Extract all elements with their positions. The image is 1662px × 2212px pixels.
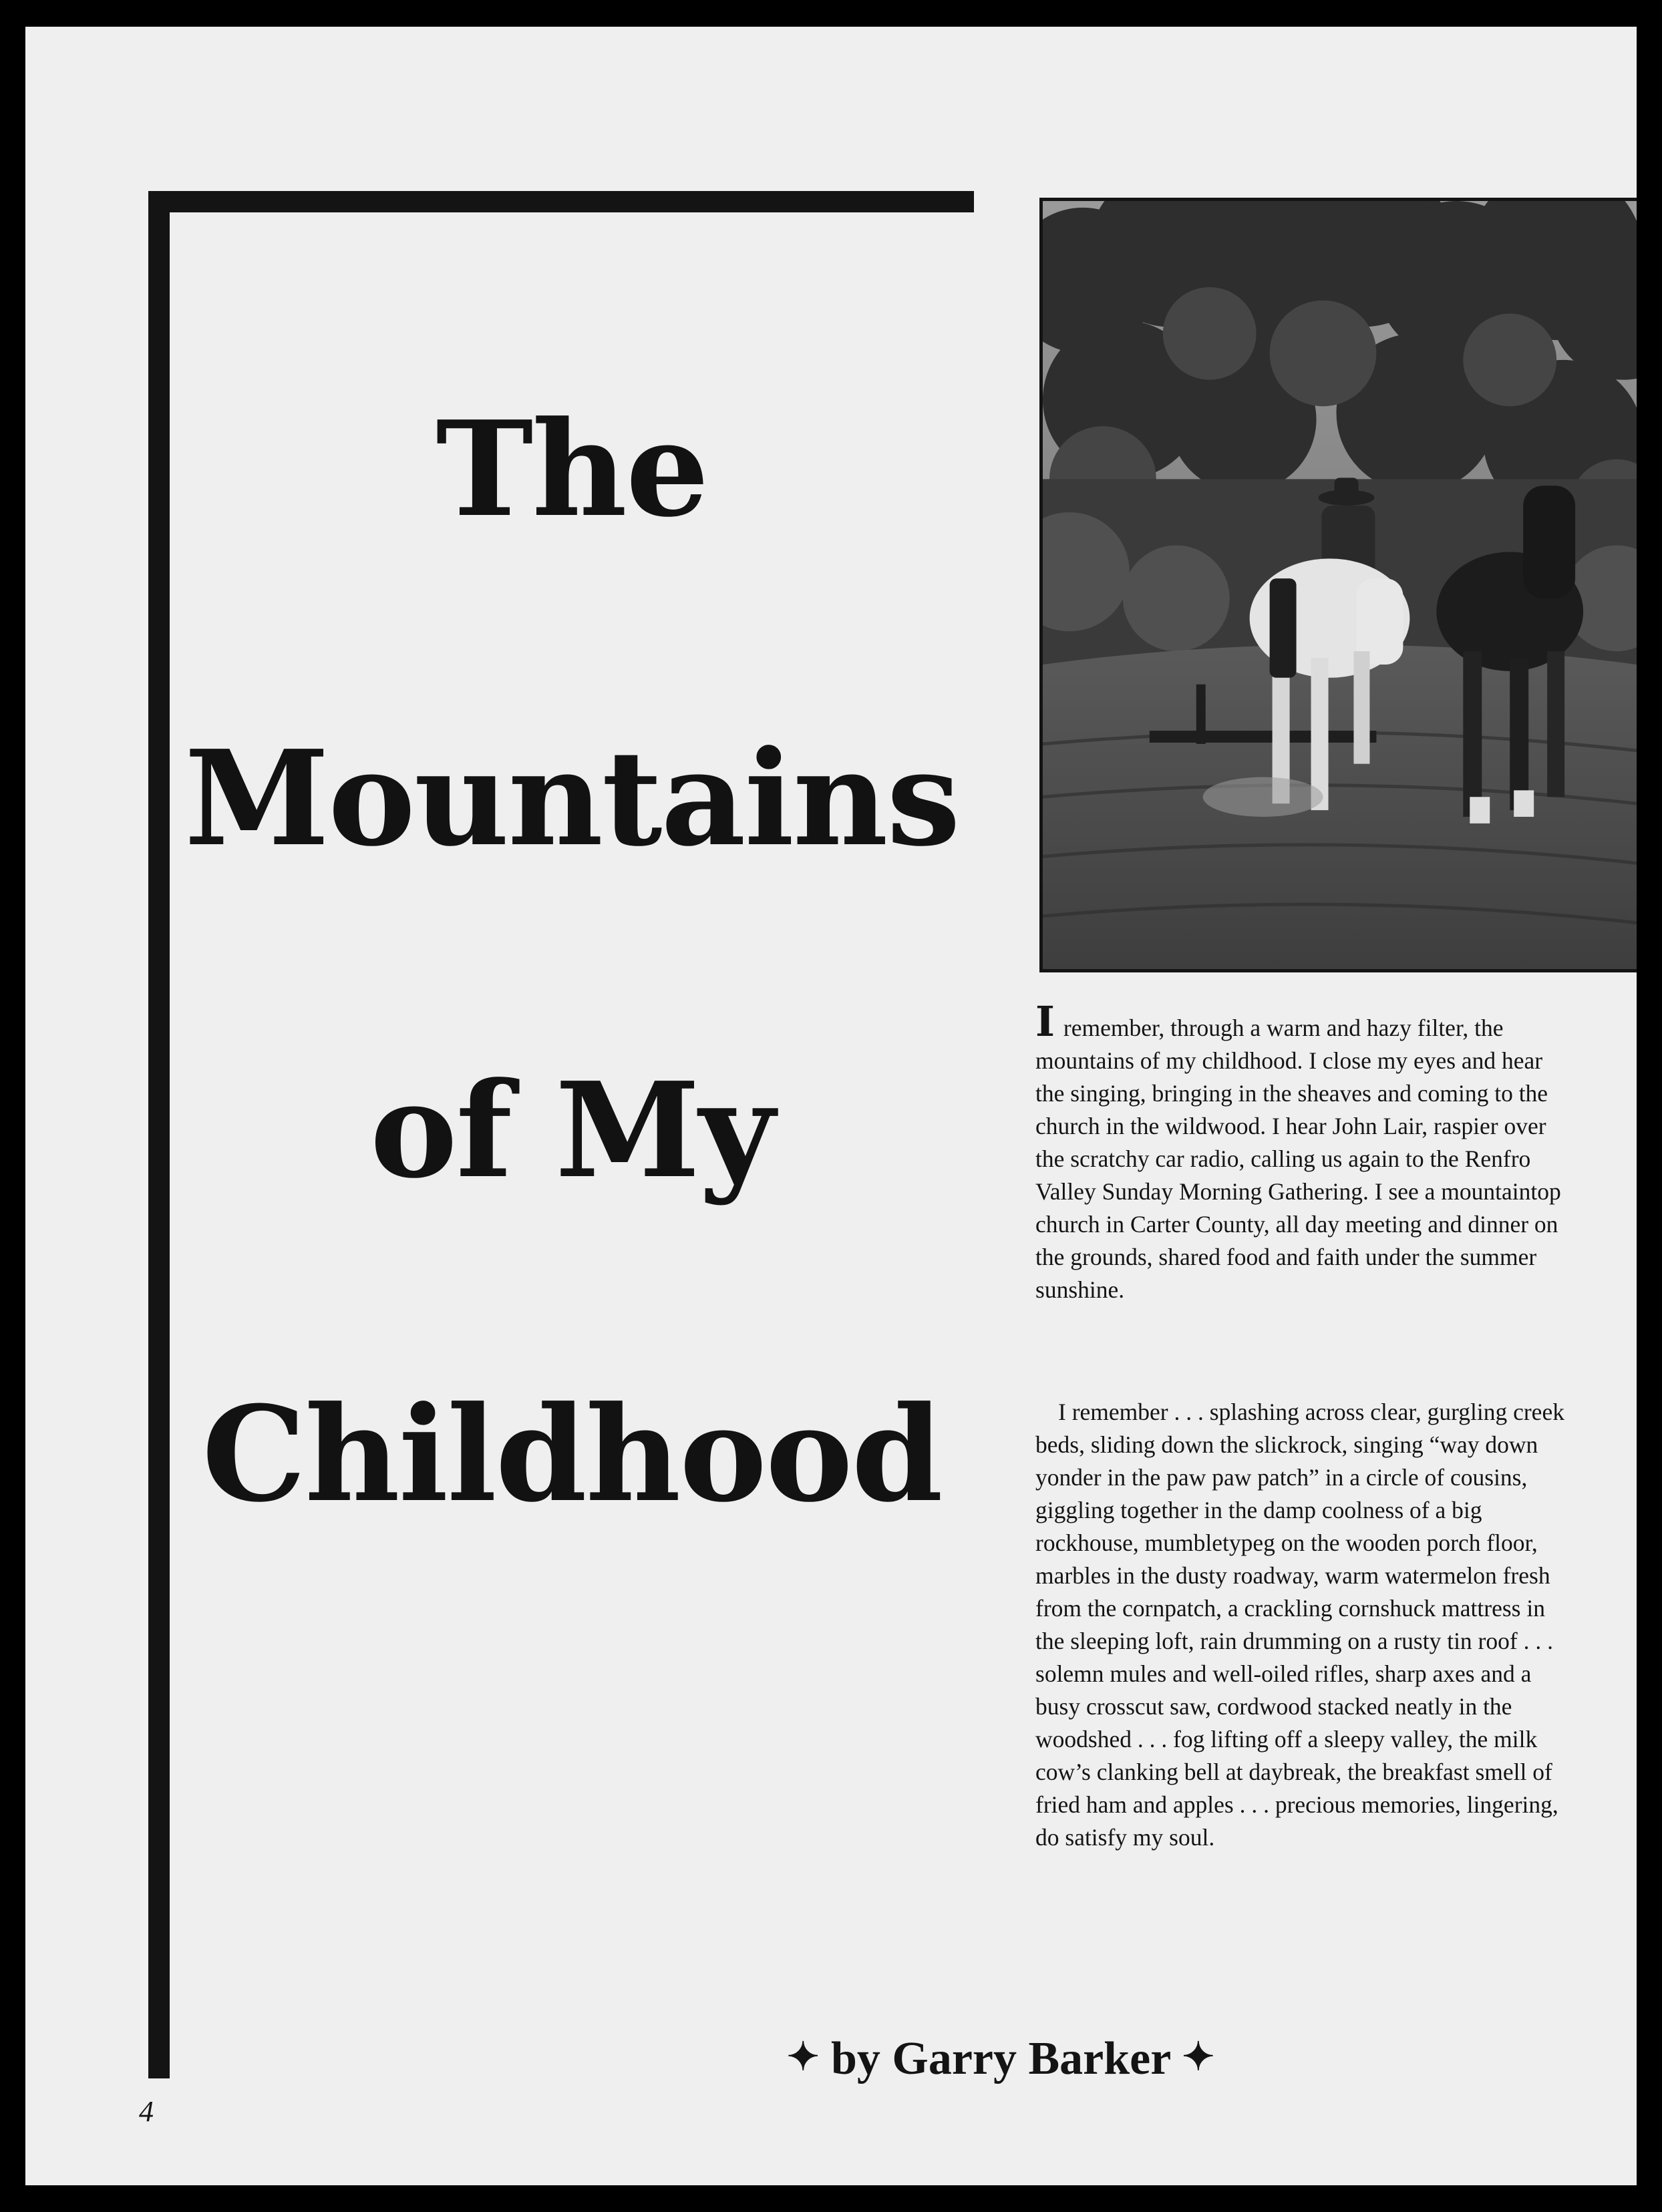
- title-frame-top-rule: [148, 191, 974, 212]
- magazine-page: [25, 27, 1637, 2185]
- paragraph-1-text: remember, through a warm and hazy filter, the mountains of my childhood. I close my eyes and hear the singing, bringing in the sheaves and coming to the church in the wildwood. I hear John Lair, raspier over the scratchy car radio, calling us again to the Renfro Valley Sunday Morning Gathering. I see a mountaintop church in Carter County, all day meeting and dinner on the grounds, shared food and faith under the summer sunshine.: [1035, 1015, 1561, 1303]
- title-line-1: The: [436, 393, 708, 546]
- page-number: 4: [139, 2095, 154, 2128]
- title-line-2: Mountains: [184, 722, 959, 876]
- article-paragraph-1: [1035, 997, 1570, 1306]
- byline: [713, 2033, 1288, 2084]
- byline-text: by Garry Barker: [830, 2033, 1171, 2084]
- article-paragraph-2: [1035, 1396, 1570, 1854]
- byline-ornament-right: ✦: [1182, 2035, 1215, 2078]
- title-line-3: of My: [369, 1054, 774, 1208]
- title-line-4: Childhood: [202, 1378, 942, 1531]
- plowing-photo: [1039, 198, 1637, 972]
- drop-cap: I: [1035, 997, 1055, 1046]
- title-frame-left-rule: [148, 191, 170, 2078]
- paragraph-2-text: I remember . . . splashing across clear, gurgling creek beds, sliding down the slickrock, singing “way down yonder in the paw paw patch” in a circle of cousins, giggling together in the damp coolness of a big rockhouse, mumbletypeg on the wooden porch floor, marbles in the dusty roadway, warm watermelon fresh from the cornpatch, a crackling cornshuck mattress in the sleeping loft, rain drumming on a rusty tin roof . . . solemn mules and well-oiled rifles, sharp axes and a busy crosscut saw, cordwood stacked neatly in the woodshed . . . fog lifting off a sleepy valley, the milk cow’s clanking bell at daybreak, the breakfast smell of fried ham and apples . . . precious memories, lingering, do satisfy my soul.: [1035, 1399, 1564, 1851]
- plowing-photo-image: [1043, 201, 1637, 969]
- byline-ornament-left: ✦: [786, 2035, 820, 2078]
